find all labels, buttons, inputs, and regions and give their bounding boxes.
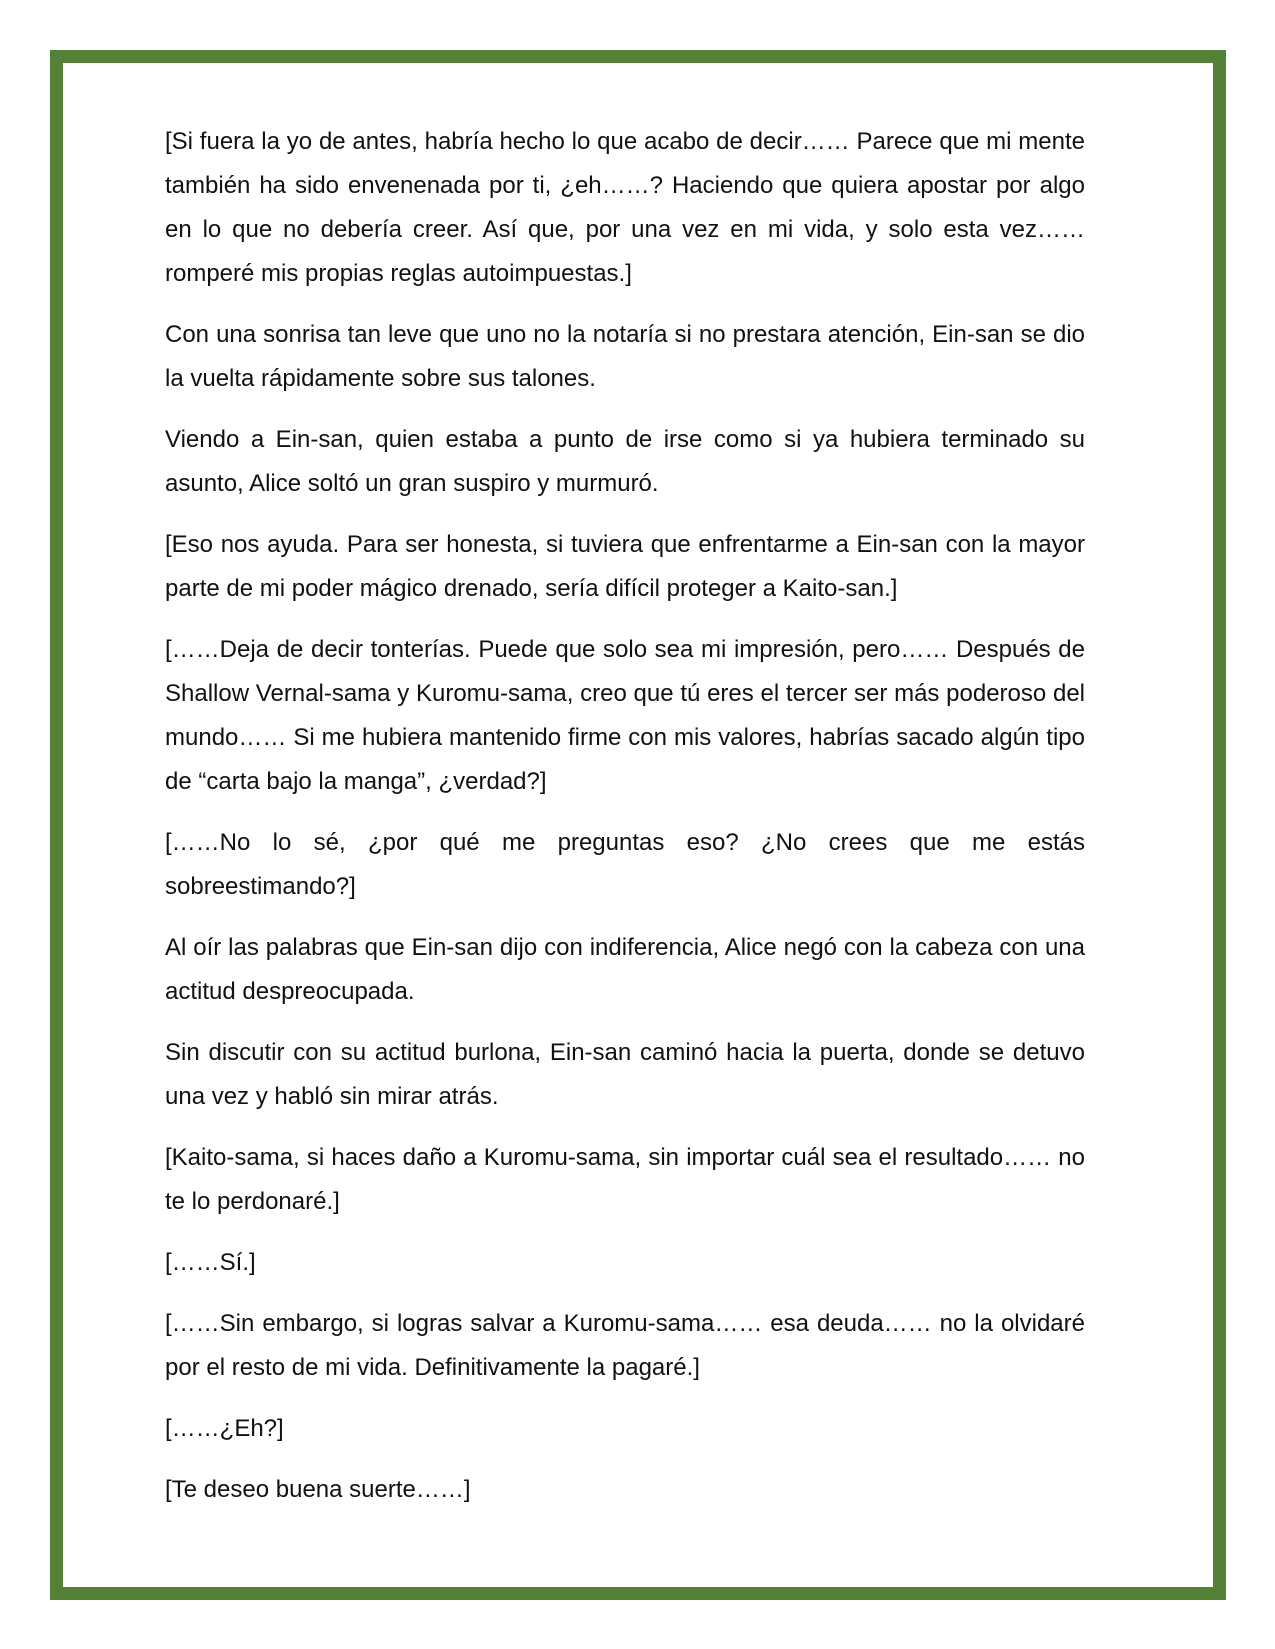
- paragraph-11: [……Sin embargo, si logras salvar a Kuromu-sama…… esa deuda…… no la olvidaré por el resto de mi vida. Definitivamente la pagaré.]: [165, 1310, 1085, 1381]
- document-body: [165, 120, 1085, 1512]
- paragraph-6: [……No lo sé, ¿por qué me preguntas eso? ¿No crees que me estás sobreestimando?]: [165, 829, 1085, 900]
- paragraph-3: Viendo a Ein-san, quien estaba a punto de irse como si ya hubiera terminado su asunto, Alice soltó un gran suspiro y murmuró.: [165, 426, 1085, 497]
- paragraph-5: [……Deja de decir tonterías. Puede que solo sea mi impresión, pero…… Después de Shallow Vernal-sama y Kuromu-sama, creo que tú eres el tercer ser más poderoso del mundo…… Si me hubiera mantenido firme con mis valores, habrías sacado algún tipo de “carta bajo la manga”, ¿verdad?]: [165, 636, 1085, 795]
- paragraph-10: [……Sí.]: [165, 1249, 256, 1276]
- paragraph-9: [Kaito-sama, si haces daño a Kuromu-sama, sin importar cuál sea el resultado…… no te lo perdonaré.]: [165, 1144, 1085, 1215]
- paragraph-12: [……¿Eh?]: [165, 1415, 284, 1442]
- paragraph-7: Al oír las palabras que Ein-san dijo con indiferencia, Alice negó con la cabeza con una actitud despreocupada.: [165, 934, 1085, 1005]
- paragraph-1: [Si fuera la yo de antes, habría hecho lo que acabo de decir…… Parece que mi mente también ha sido envenenada por ti, ¿eh……? Haciendo que quiera apostar por algo en lo que no debería creer. Así que, por una vez en mi vida, y solo esta vez…… romperé mis propias reglas autoimpuestas.]: [165, 128, 1085, 287]
- paragraph-13: [Te deseo buena suerte……]: [165, 1476, 471, 1503]
- paragraph-8: Sin discutir con su actitud burlona, Ein-san caminó hacia la puerta, donde se detuvo una vez y habló sin mirar atrás.: [165, 1039, 1085, 1110]
- paragraph-2: Con una sonrisa tan leve que uno no la notaría si no prestara atención, Ein-san se dio la vuelta rápidamente sobre sus talones.: [165, 321, 1085, 392]
- paragraph-4: [Eso nos ayuda. Para ser honesta, si tuviera que enfrentarme a Ein-san con la mayor parte de mi poder mágico drenado, sería difícil proteger a Kaito-san.]: [165, 531, 1085, 602]
